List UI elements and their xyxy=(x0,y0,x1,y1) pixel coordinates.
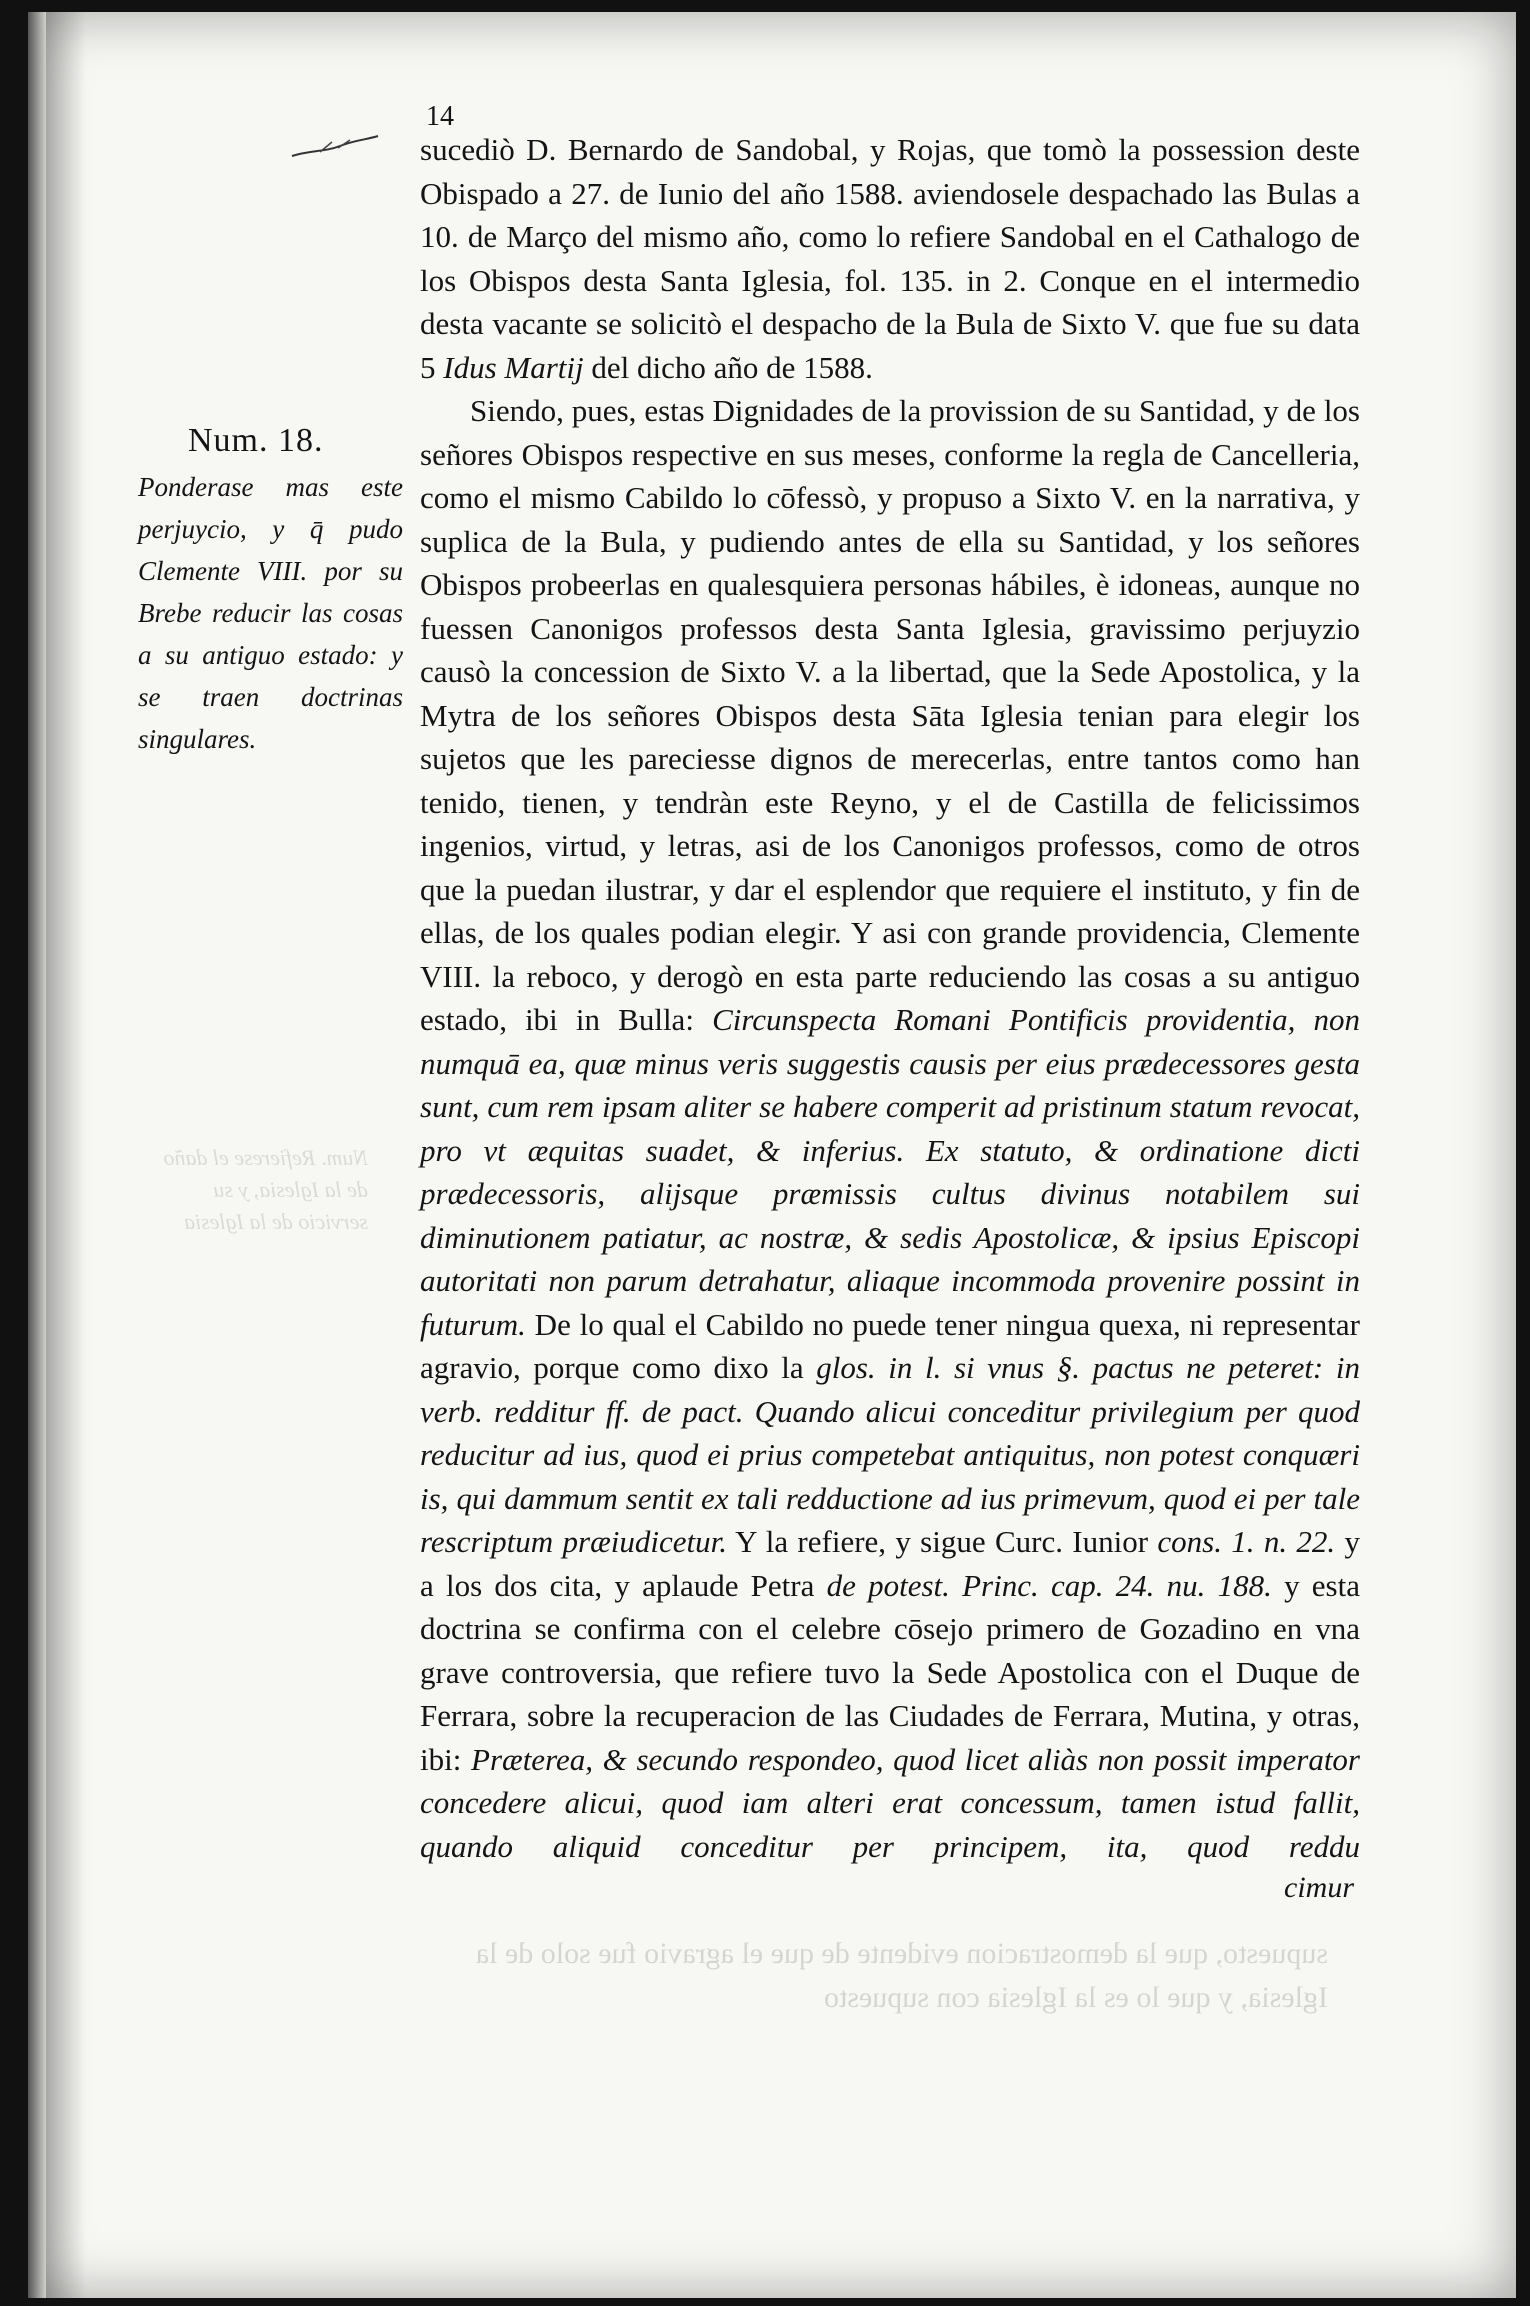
latin-quote-bulla: Circunspecta Romani Pontificis providentia, non numquā ea, quæ minus veris suggestis causis per eius prædecessores gesta sunt, cum rem ipsam aliter se habere comperit ad pristinum statum revocat, pro vt æquitas suadet, & inferius. Ex statuto, & ordinatione dicti prædecessoris, alijsque præmissis cultus divinus notabilem sui diminutionem patiatur, ac nostræ, & sedis Apostolicæ, & ipsius Episcopi autoritati non parum detrahatur, aliaque incommoda provenire possint in futurum. xyxy=(420,1002,1360,1342)
paragraph-2-text-c: Y la refiere, y sigue Curc. Iunior xyxy=(726,1524,1158,1559)
bleed-through-margin-text: Num. Refierese el daño de la Iglesia, y su servicio de la Iglesia xyxy=(163,1145,368,1234)
citation-curc: cons. 1. n. 22. xyxy=(1157,1524,1336,1559)
book-spine xyxy=(28,12,46,2298)
gutter-shadow xyxy=(46,12,86,2298)
latin-quote-gozadino: Præterea, & secundo respondeo, quod licet aliàs non possit imperator concedere alicui, quod iam alteri erat concessum, tamen istud fallit, quando aliquid conceditur per principem, ita, quod reddu xyxy=(420,1741,1360,1864)
latin-quote-glos: glos. in l. si vnus §. pactus ne peteret: in verb. redditur ff. de pact. Quando alicui conceditur privilegium per quod reducitur ad ius, quod ei prius competebat antiquitus, non potest conquæri is, qui dammum sentit ex tali redductione ad ius primevum, quod ei per tale rescriptum præiudicetur. xyxy=(420,1350,1360,1559)
paragraph-2-text-e: y esta doctrina se confirma con el celebre cōsejo primero de Gozadino en vna grave controversia, que refiere tuvo la Sede Apostolica con el Duque de Ferrara, sobre la recuperacion de las Ciudades de Ferrara, Mutina, y otras, ibi: xyxy=(420,1567,1360,1777)
paragraph-2-text-a: Siendo, pues, estas Dignidades de la provission de su Santidad, y de los señores Obispos respective en sus meses, conforme la regla de Cancelleria, como el mismo Cabildo lo cōfessò, y propuso a Sixto V. en la narrativa, y suplica de la Bula, y pudiendo antes de ella su Santidad, y los señores Obispos probeerlas en qualesquiera personas hábiles, è idoneas, aunque no fuessen Canonigos professos desta Santa Iglesia, gravissimo perjuyzio causò la concession de Sixto V. a la libertad, que la Sede Apostolica, y la Mytra de los señores Obispos desta Sāta Iglesia tenian para elegir los sujetos que les pareciesse dignos de merecerlas, entre tantos como han tenido, tienen, y tendràn este Reyno, y el de Castilla de felicissimos ingenios, virtud, y letras, asi de los Canonigos professos, como de otros que la puedan ilustrar, y dar el esplendor que requiere el instituto, y fin de ellas, de los quales podian elegir. Y asi con grande providencia, Clemente VIII. la reboco, y derogò en esta parte reduciendo las cosas a su antiguo estado, ibi in Bulla: xyxy=(420,393,1360,1037)
book-page xyxy=(28,12,1516,2298)
margin-note-text: Ponderase mas este perjuycio, y q̄ pudo Clemente VIII. por su Brebe reducir las cosas a su antiguo estado: y se traen doctrinas singulares. xyxy=(138,472,403,754)
paragraph-2-text-d: y a los dos cita, y aplaude Petra xyxy=(420,1524,1361,1603)
paragraph-2-text-b: De lo qual el Cabildo no puede tener ningua quexa, ni representar agravio, porque como dixo la xyxy=(420,1306,1360,1385)
ink-scribble-icon xyxy=(290,132,380,162)
paragraph-1 xyxy=(420,128,1360,389)
page-number: 14 xyxy=(426,101,454,132)
paragraph-1-text: sucediò D. Bernardo de Sandobal, y Rojas, que tomò la possession deste Obispado a 27. de Iunio del año 1588. aviendosele despachado las Bulas a 10. de Março del mismo año, como lo refiere Sandobal en el Cathalogo de los Obispos desta Santa Iglesia, fol. 135. in 2. Conque en el intermedio desta vacante se solicitò el despacho de la Bula de Sixto V. que fue su data 5 xyxy=(420,132,1360,385)
catchword: cimur xyxy=(1284,1871,1354,1904)
citation-petra: de potest. Princ. cap. 24. nu. 188. xyxy=(826,1567,1272,1603)
margin-note xyxy=(138,420,403,760)
paragraph-2 xyxy=(420,389,1360,1868)
main-text-column xyxy=(420,100,1360,1908)
margin-note-number: Num. 18. xyxy=(188,422,324,459)
bleed-through-text: supuesto, que la demostracion evidente de que el agravio fue solo de la Iglesia, y que lo es la Iglesia con supuesto xyxy=(475,1937,1328,2014)
paragraph-1-italic: Idus Martij xyxy=(443,349,584,385)
paragraph-1-end: del dicho año de 1588. xyxy=(583,349,873,385)
